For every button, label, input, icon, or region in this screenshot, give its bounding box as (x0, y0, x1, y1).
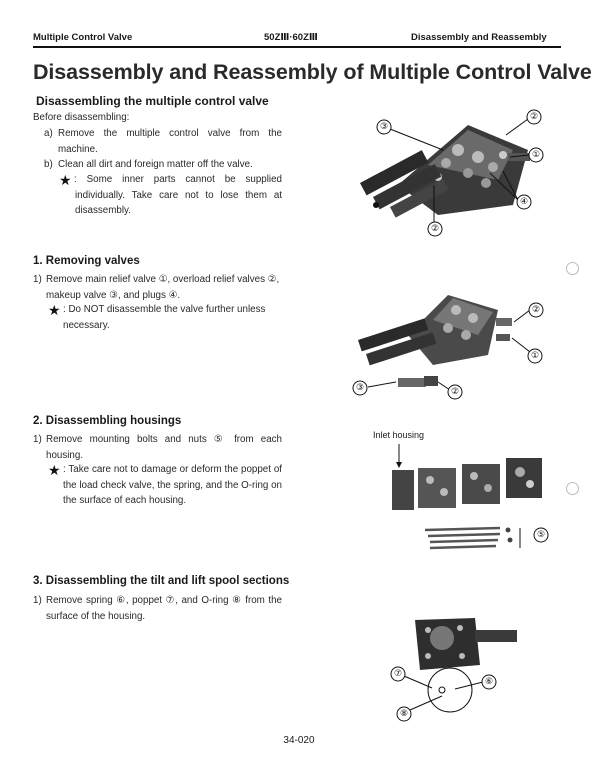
callout-2: ② (531, 305, 541, 315)
section-2-step: Remove mounting bolts and nuts ⑤ from each housing. (46, 434, 282, 461)
binder-hole (566, 482, 579, 495)
figure-housing-surface (380, 610, 540, 730)
housing-surface-illustration (415, 618, 517, 712)
callout-8: ⑧ (399, 709, 409, 719)
callout-1: ① (530, 351, 540, 361)
intro-a-text: Remove the multiple control valve from the machine. (58, 128, 282, 155)
figure-caption-inlet-housing: Inlet housing (373, 430, 425, 440)
figure-valve-assembly (338, 105, 578, 240)
header-model: 50ZⅢ·60ZⅢ (264, 32, 318, 43)
intro-b-text: Clean all dirt and foreign matter off the valve. (58, 159, 253, 170)
header-right: Disassembly and Reassembly (411, 32, 547, 43)
page-number: 34-020 (283, 735, 315, 746)
section-3-step-label: 1) (33, 595, 42, 606)
section-2-note: : Take care not to damage or deform the poppet of the load check valve, the spring, and the O-ring on the surface of each housing. (63, 464, 282, 506)
valve-body-illustration (360, 125, 530, 218)
section-2-step-label: 1) (33, 434, 42, 445)
section-3-heading: 3. Disassembling the tilt and lift spool sections (33, 575, 290, 587)
section-1-step-label: 1) (33, 274, 42, 285)
star-icon: ★ (48, 462, 61, 478)
figure-housings (370, 440, 575, 565)
section-1-note: : Do NOT disassemble the valve further unless necessary. (63, 304, 266, 331)
callout-2: ② (529, 112, 539, 122)
intro-subtitle: Disassembling the multiple control valve (36, 94, 269, 108)
intro-b-label: b) (44, 159, 53, 170)
callout-1: ① (531, 150, 541, 160)
page-title: Disassembly and Reassembly of Multiple Control Valve (33, 60, 592, 84)
callout-3: ③ (379, 122, 389, 132)
section-1-heading: 1. Removing valves (33, 255, 140, 267)
intro-before: Before disassembling: (33, 112, 130, 123)
callout-3: ③ (355, 383, 365, 393)
section-3-step: Remove spring ⑥, poppet ⑦, and O-ring ⑧ from the surface of the housing. (46, 595, 282, 622)
intro-note: : Some inner parts cannot be supplied individually. Take care not to lose them at disassembly. (74, 174, 282, 216)
header-rule (33, 46, 561, 48)
valve-body-illustration (358, 295, 512, 387)
binder-hole (566, 262, 579, 275)
figure-valves-removed (338, 280, 578, 400)
star-icon: ★ (59, 172, 72, 188)
callout-2b: ② (430, 224, 440, 234)
header-left: Multiple Control Valve (33, 32, 133, 43)
callout-4: ④ (519, 197, 529, 207)
housings-illustration (392, 444, 542, 548)
intro-a-label: a) (44, 128, 53, 139)
callout-2b: ② (450, 387, 460, 397)
callout-6: ⑥ (484, 677, 494, 687)
star-icon: ★ (48, 302, 61, 318)
callout-7: ⑦ (393, 669, 403, 679)
section-2-heading: 2. Disassembling housings (33, 415, 182, 427)
section-1-step: Remove main relief valve ①, overload relief valves ②, makeup valve ③, and plugs ④. (46, 274, 280, 301)
callout-5: ⑤ (536, 530, 546, 540)
